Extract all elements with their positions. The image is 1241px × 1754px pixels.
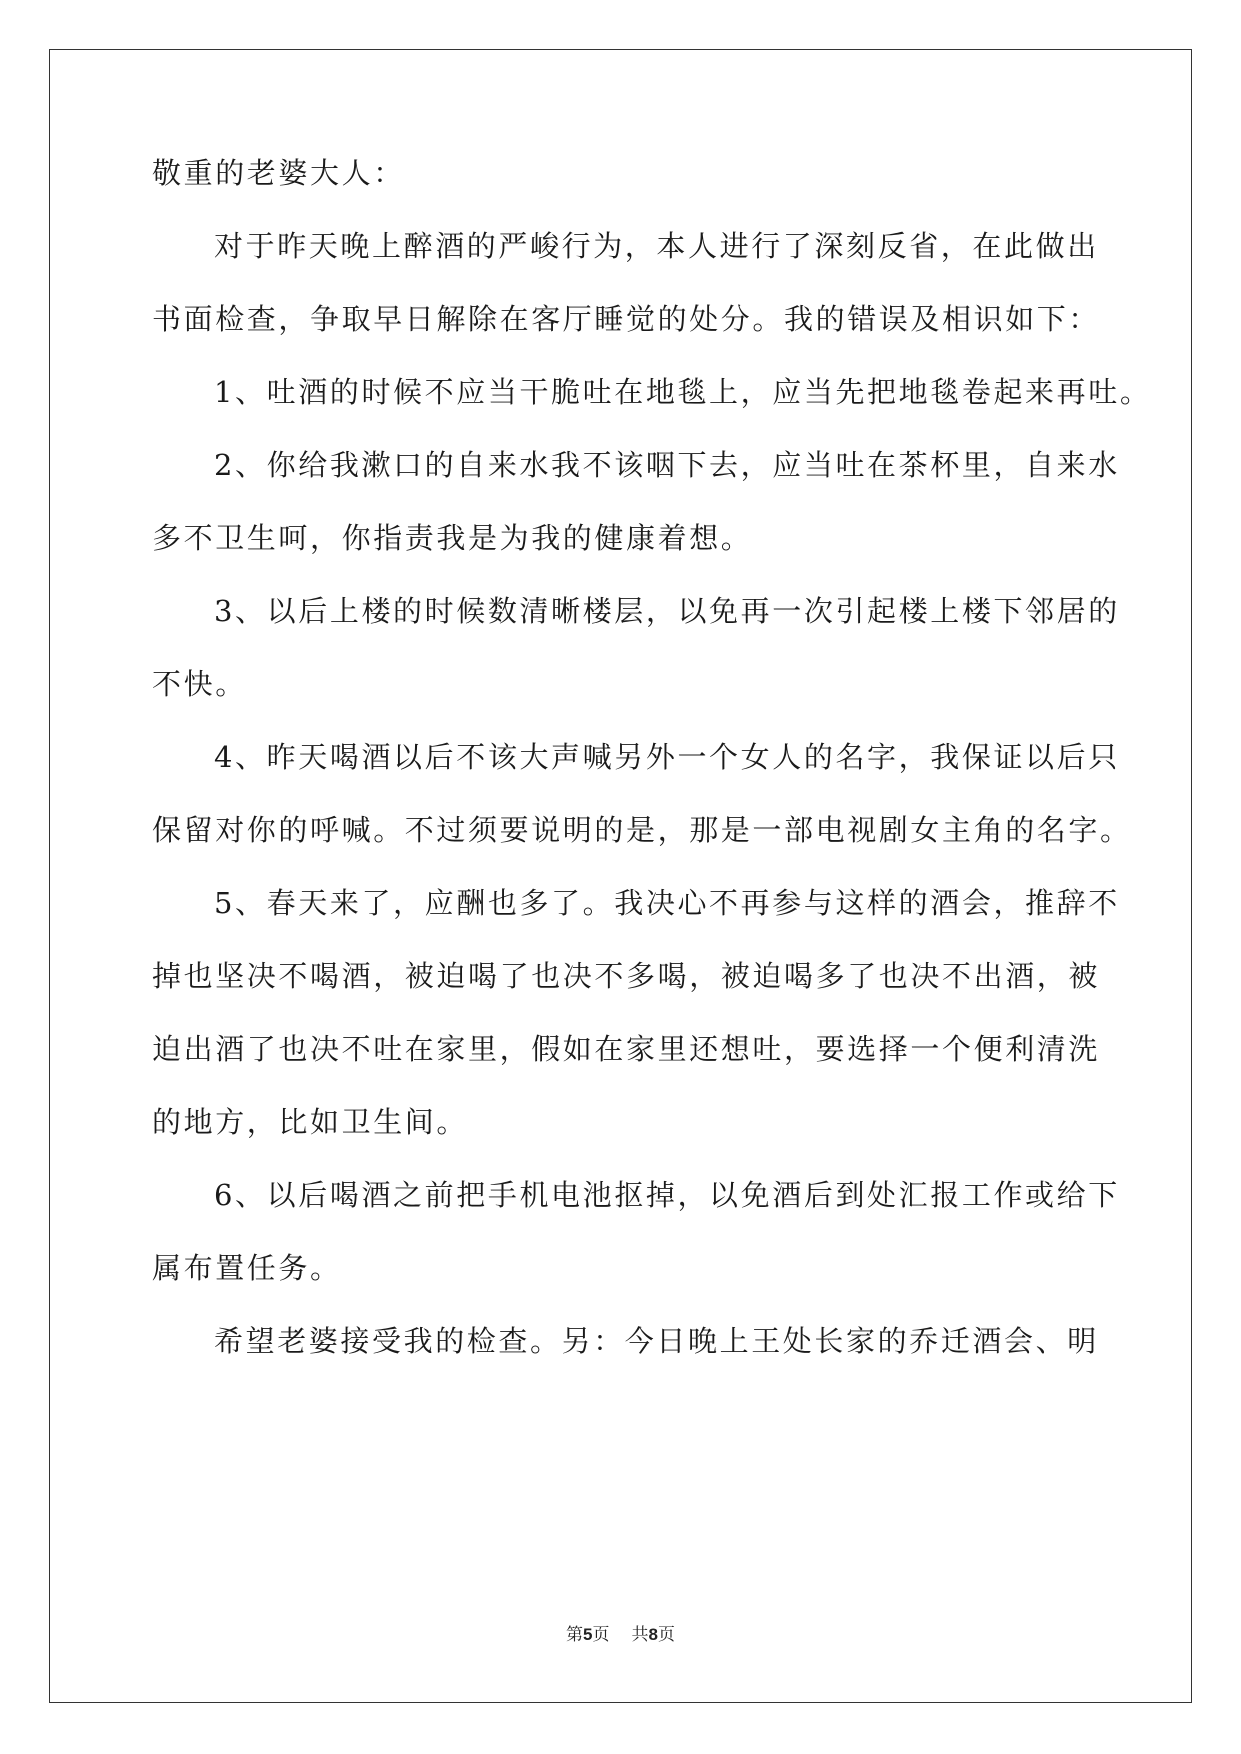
paragraph-line: 迫出酒了也决不吐在家里，假如在家里还想吐，要选择一个便利清洗 — [152, 1032, 1101, 1066]
page-prefix: 第 — [566, 1625, 584, 1645]
list-item-1: 1、吐酒的时候不应当干脆吐在地毯上，应当先把地毯卷起来再吐。 — [214, 375, 1152, 409]
list-item-4: 4、昨天喝酒以后不该大声喊另外一个女人的名字，我保证以后只 — [214, 740, 1120, 774]
paragraph-line: 保留对你的呼喊。不过须要说明的是，那是一部电视剧女主角的名字。 — [152, 813, 1132, 847]
total-pages: 8 — [648, 1625, 658, 1644]
total-prefix: 共 — [631, 1625, 649, 1645]
paragraph-line: 书面检查，争取早日解除在客厅睡觉的处分。我的错误及相识如下： — [152, 302, 1101, 336]
page-number: 5 — [583, 1625, 593, 1644]
paragraph-line: 对于昨天晚上醉酒的严峻行为，本人进行了深刻反省，在此做出 — [214, 229, 1099, 263]
page-border — [49, 49, 1192, 1703]
list-item-3: 3、以后上楼的时候数清晰楼层，以免再一次引起楼上楼下邻居的 — [214, 594, 1120, 628]
total-suffix: 页 — [657, 1625, 675, 1645]
page-suffix: 页 — [592, 1625, 610, 1645]
salutation: 敬重的老婆大人： — [152, 156, 405, 190]
list-item-2: 2、你给我漱口的自来水我不该咽下去，应当吐在茶杯里，自来水 — [214, 448, 1120, 482]
paragraph-line: 多不卫生呵，你指责我是为我的健康着想。 — [152, 521, 753, 555]
paragraph-line: 掉也坚决不喝酒，被迫喝了也决不多喝，被迫喝多了也决不出酒，被 — [152, 959, 1101, 993]
list-item-5: 5、春天来了，应酬也多了。我决心不再参与这样的酒会，推辞不 — [214, 886, 1120, 920]
list-item-6: 6、以后喝酒之前把手机电池抠掉，以免酒后到处汇报工作或给下 — [214, 1178, 1120, 1212]
page-footer — [0, 1620, 1241, 1645]
paragraph-line: 不快。 — [152, 667, 247, 701]
paragraph-line: 的地方，比如卫生间。 — [152, 1105, 469, 1139]
paragraph-line: 属布置任务。 — [152, 1251, 342, 1285]
closing-paragraph: 希望老婆接受我的检查。另：今日晚上王处长家的乔迁酒会、明 — [214, 1324, 1099, 1358]
